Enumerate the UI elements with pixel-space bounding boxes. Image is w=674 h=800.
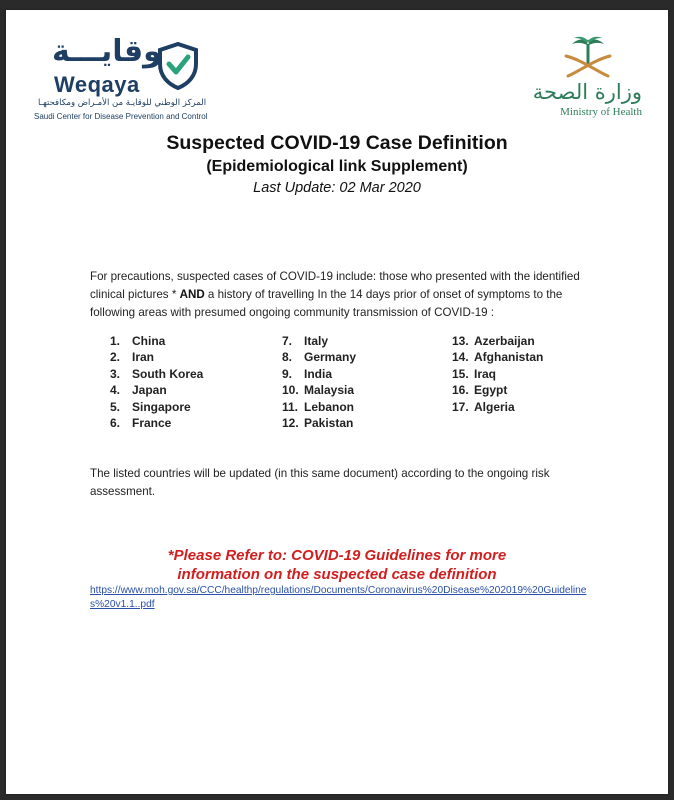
country-column-1	[110, 333, 203, 431]
country-item: 5. Singapore	[110, 399, 191, 414]
weqaya-english-subtitle: Saudi Center for Disease Prevention and Control	[34, 112, 208, 121]
country-item: 10. Malaysia	[282, 383, 355, 398]
document-subtitle: (Epidemiological link Supplement)	[206, 158, 468, 175]
intro-bold-and: AND	[179, 288, 205, 301]
weqaya-arabic-name: وقايـــة	[52, 34, 162, 69]
country-item: 12. Pakistan	[282, 416, 354, 431]
guidelines-link[interactable]: https://www.moh.gov.sa/CCC/healthp/regulations/Documents/Coronavirus%20Disease%202019%20Guidelines%20v1.1..pdf	[90, 585, 587, 610]
country-item: 8. Germany	[282, 350, 357, 365]
country-item: 3. South Korea	[110, 366, 204, 381]
ministry-arabic-name: وزارة الصحة	[532, 80, 642, 104]
palm-swords-emblem-icon	[560, 36, 616, 80]
document-title: Suspected COVID-19 Case Definition	[166, 132, 508, 154]
reference-callout	[6, 546, 668, 584]
country-item: 4. Japan	[110, 383, 167, 398]
country-item: 7. Italy	[282, 334, 329, 348]
intro-text-1: For precautions, suspected cases of COVID-19 include: those who presented with the identified clinical pictures *	[90, 270, 580, 301]
country-item: 15. Iraq	[452, 366, 497, 381]
intro-text-2: a history of travelling In the 14 days prior of onset of symptoms to the following areas with presumed ongoing community transmission of COVID-19 :	[90, 288, 563, 319]
country-item: 17. Algeria	[452, 399, 515, 414]
country-item: 1. China	[110, 334, 166, 348]
weqaya-english-name: Weqaya	[54, 72, 140, 97]
country-item: 9. India	[282, 366, 333, 381]
country-column-3	[452, 333, 543, 415]
reference-line-1: *Please Refer to: COVID-19 Guidelines for more	[167, 547, 507, 564]
country-item: 16. Egypt	[452, 383, 508, 398]
shield-check-icon	[156, 42, 200, 90]
weqaya-arabic-subtitle: المركز الوطني للوقايـة من الأمـراض ومكافحتهـا	[38, 98, 207, 108]
intro-paragraph	[90, 268, 590, 322]
country-column-2	[282, 333, 356, 431]
update-note: The listed countries will be updated (in this same document) according to the ongoing risk assessment.	[90, 467, 550, 498]
country-item: 11. Lebanon	[282, 399, 354, 414]
reference-line-2: information on the suspected case definition	[177, 566, 497, 583]
ministry-english-name: Ministry of Health	[560, 106, 642, 118]
country-item: 6. France	[110, 416, 172, 431]
weqaya-logo	[28, 32, 218, 122]
country-item: 14. Afghanistan	[452, 350, 544, 365]
country-item: 2. Iran	[110, 350, 155, 365]
country-item: 13. Azerbaijan	[452, 334, 535, 348]
last-update: Last Update: 02 Mar 2020	[253, 180, 421, 196]
document-page	[6, 10, 668, 794]
ministry-logo	[526, 36, 646, 126]
